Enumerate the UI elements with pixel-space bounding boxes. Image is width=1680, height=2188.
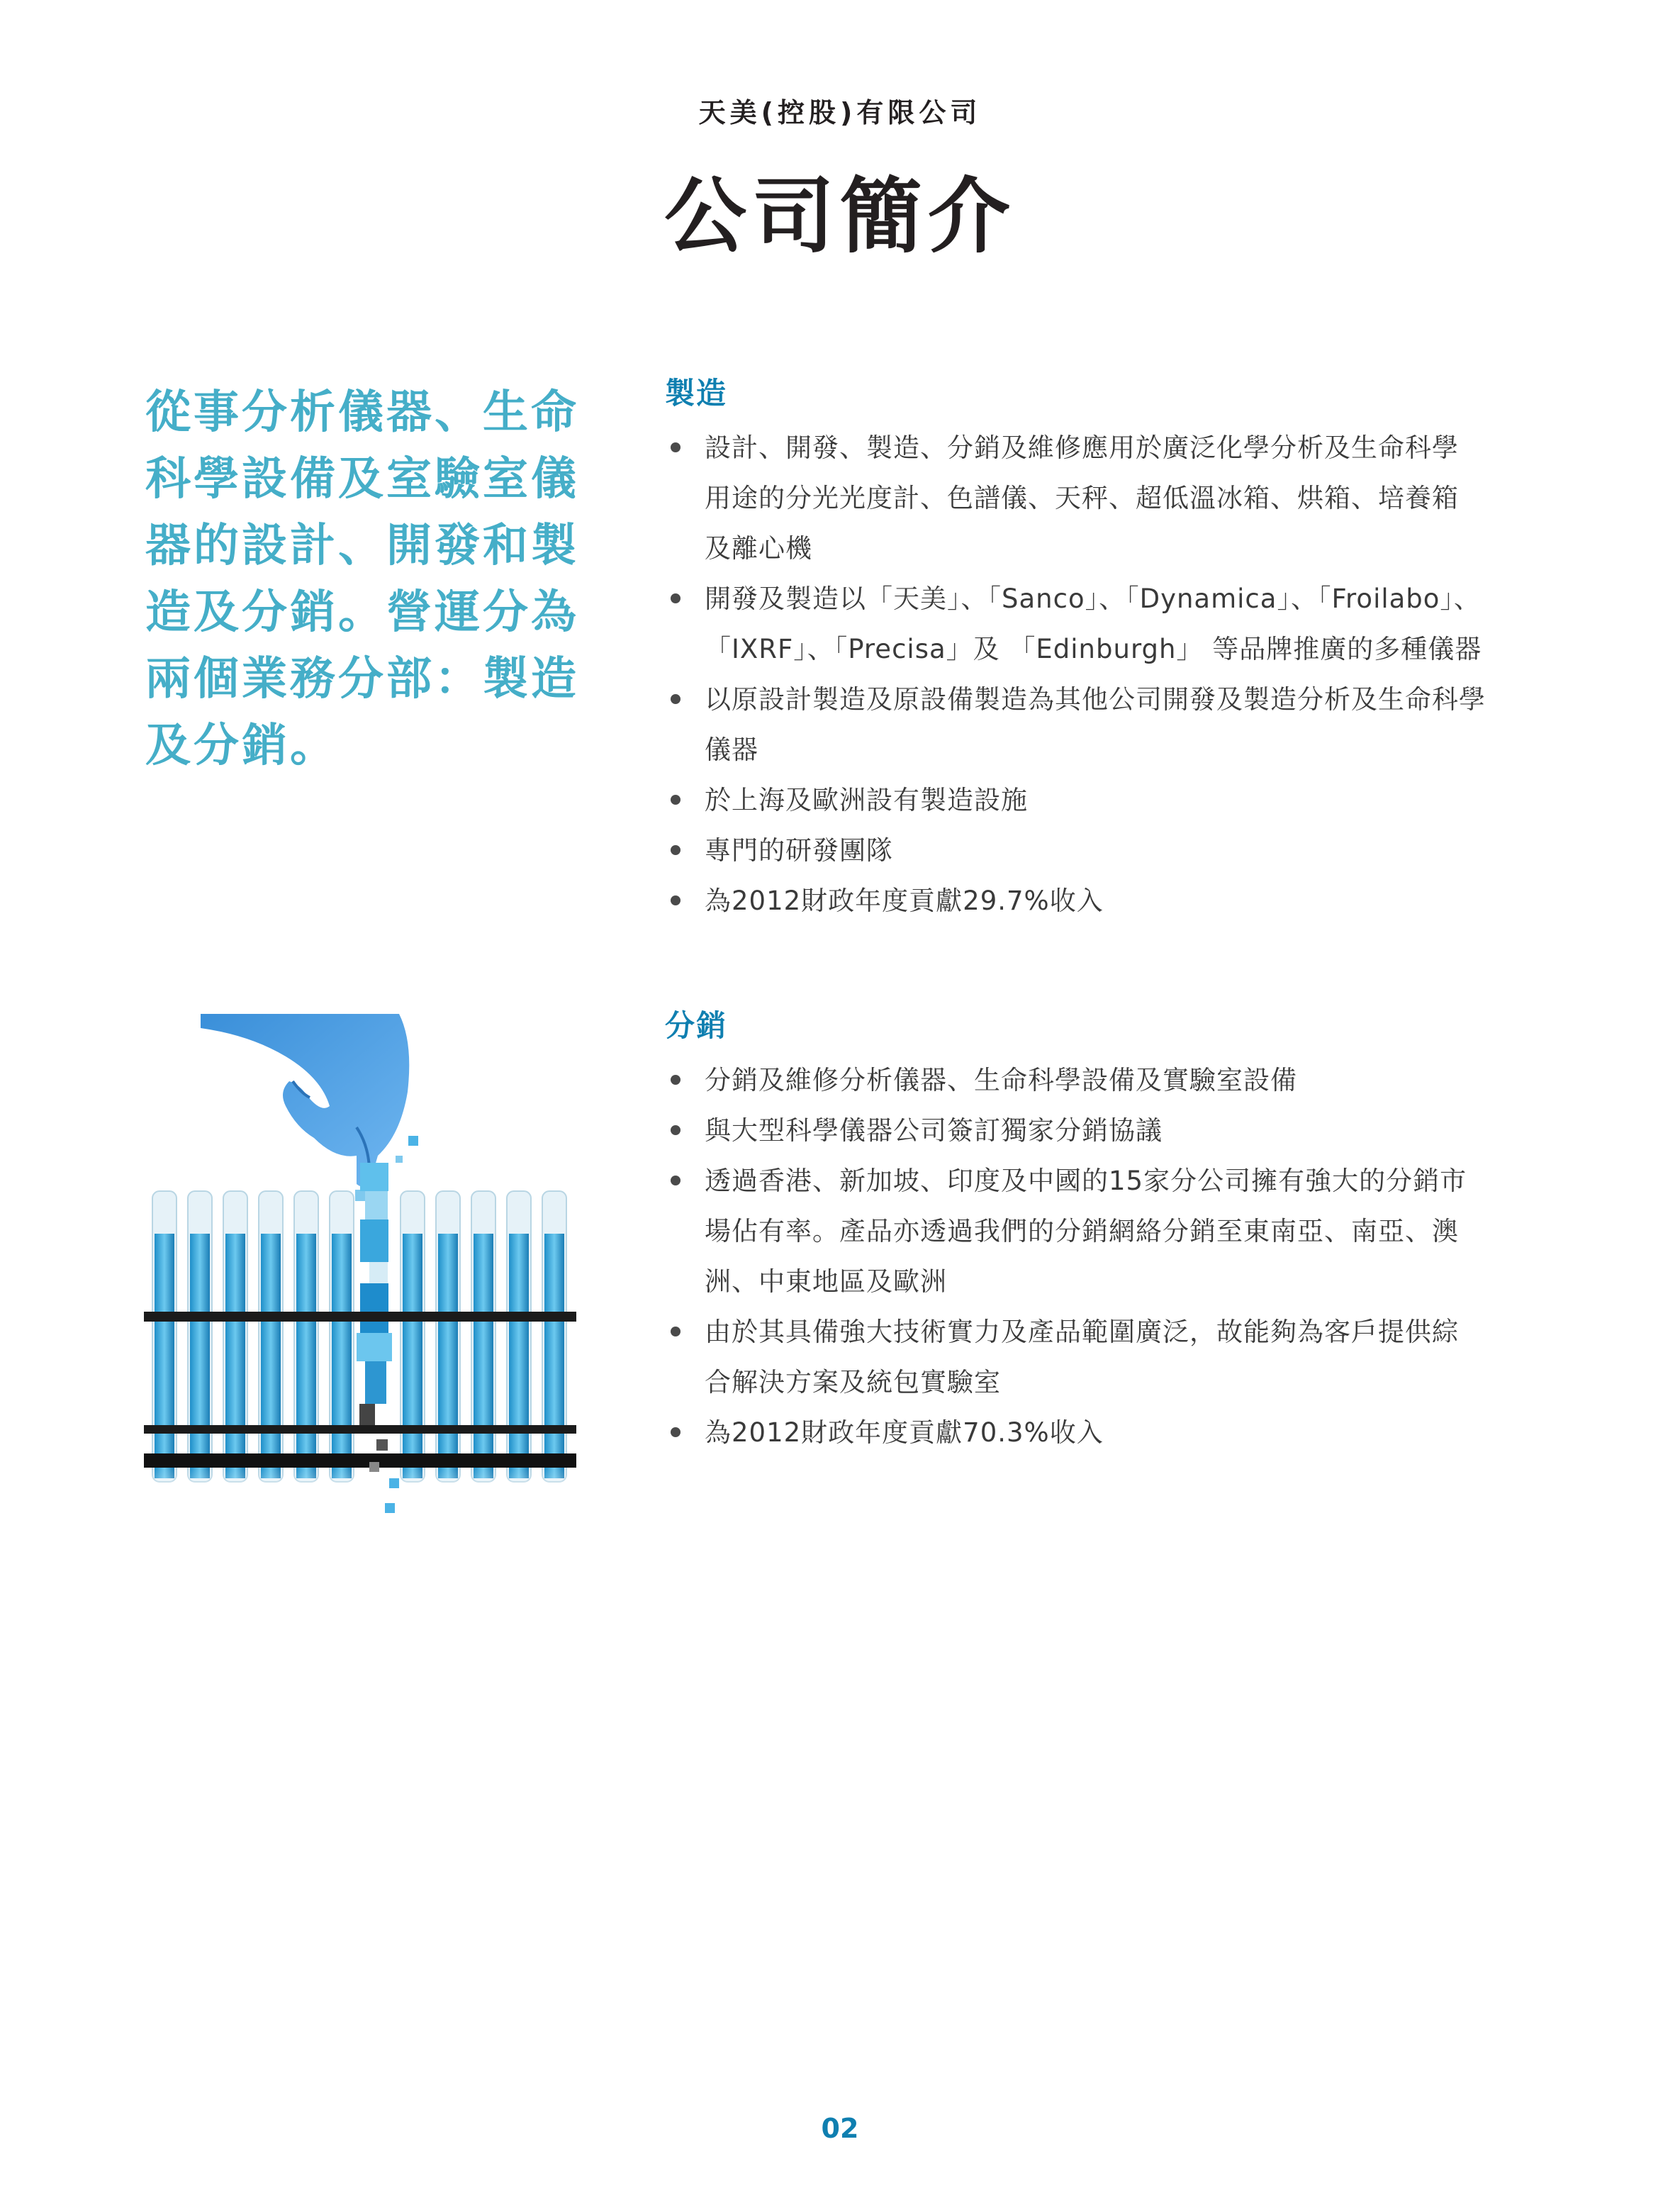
manufacturing-section (665, 370, 1586, 926)
lead-line: 科學設備及室驗室儀 (145, 453, 579, 506)
manufacturing-list (665, 423, 1586, 926)
distribution-list (665, 1055, 1586, 1458)
bullet-icon (671, 593, 681, 603)
list-item (665, 1105, 1586, 1156)
item-text: 洲、中東地區及歐洲 (705, 1266, 947, 1297)
lead-line: 及分銷。 (145, 720, 338, 772)
list-item (665, 574, 1586, 674)
company-name: 天美(控股)有限公司 (698, 97, 982, 128)
bullet-icon (671, 442, 681, 452)
lead-line: 器的設計、開發和製 (145, 520, 579, 572)
bullet-icon (671, 1327, 681, 1336)
item-text: 用途的分光光度計、色譜儀、天秤、超低溫冰箱、烘箱、培養箱 (705, 483, 1459, 513)
page-title: 公司簡介 (664, 169, 1016, 264)
bullet-icon (671, 694, 681, 704)
list-item (665, 1307, 1586, 1407)
item-text: 「IXRF」、「Precisa」及 「Edinburgh」 等品牌推廣的多種儀器 (705, 634, 1482, 664)
list-item (665, 825, 1586, 876)
item-text: 專門的研發團隊 (705, 835, 893, 866)
lead-line: 造及分銷。營運分為 (145, 586, 579, 639)
item-text: 為2012財政年度貢獻29.7%收入 (705, 886, 1104, 916)
item-text: 設計、開發、製造、分銷及維修應用於廣泛化學分析及生命科學 (705, 432, 1459, 463)
manufacturing-heading: 製造 (665, 376, 728, 411)
bullet-icon (671, 795, 681, 805)
item-text: 及離心機 (705, 533, 812, 564)
bullet-icon (671, 1125, 681, 1135)
bullet-icon (671, 1075, 681, 1085)
item-text: 透過香港、新加坡、印度及中國的15家分公司擁有強大的分銷市 (705, 1166, 1467, 1196)
list-item (665, 1055, 1586, 1105)
item-text: 儀器 (705, 735, 758, 765)
item-text: 為2012財政年度貢獻70.3%收入 (705, 1417, 1104, 1448)
item-text: 於上海及歐洲設有製造設施 (705, 785, 1028, 815)
lead-line: 兩個業務分部：製造 (145, 653, 579, 705)
bullet-icon (671, 845, 681, 855)
item-text: 場佔有率。產品亦透過我們的分銷網絡分銷至東南亞、南亞、澳 (705, 1216, 1459, 1246)
lead-statement (145, 379, 599, 779)
item-text: 與大型科學儀器公司簽訂獨家分銷協議 (705, 1115, 1163, 1146)
lead-line: 從事分析儀器、生命 (145, 386, 579, 439)
list-item (665, 775, 1586, 825)
list-item (665, 1407, 1586, 1458)
bullet-icon (671, 1427, 681, 1437)
item-text: 開發及製造以「天美」、「Sanco」、「Dynamica」、「Froilabo」、 (705, 584, 1481, 614)
list-item (665, 876, 1586, 926)
test-tube-rack-image (144, 1014, 576, 1524)
list-item (665, 674, 1586, 775)
distribution-section (665, 1003, 1586, 1458)
list-item (665, 423, 1586, 574)
item-text: 合解決方案及統包實驗室 (705, 1367, 1001, 1397)
distribution-heading: 分銷 (665, 1008, 728, 1043)
item-text: 以原設計製造及原設備製造為其他公司開發及製造分析及生命科學 (705, 684, 1486, 715)
bullet-icon (671, 895, 681, 905)
item-text: 由於其具備強大技術實力及產品範圍廣泛，故能夠為客戶提供綜 (705, 1317, 1459, 1347)
list-item (665, 1156, 1586, 1307)
bullet-icon (671, 1176, 681, 1185)
page-number: 02 (821, 2113, 859, 2144)
item-text: 分銷及維修分析儀器、生命科學設備及實驗室設備 (705, 1065, 1297, 1095)
